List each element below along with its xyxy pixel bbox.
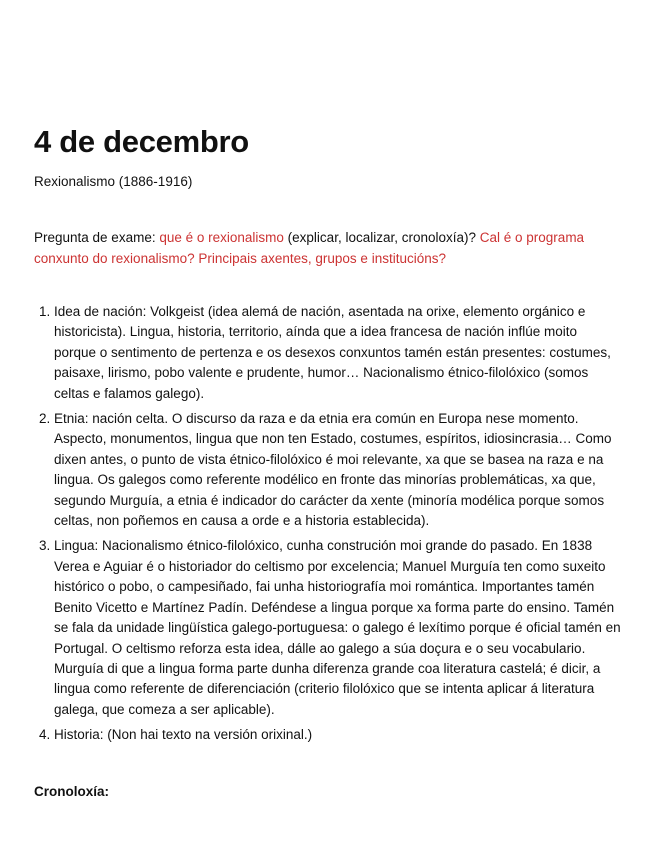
- question-link-rexionalismo[interactable]: que é o rexionalismo: [159, 230, 284, 245]
- page-title: 4 de decembro: [34, 124, 249, 159]
- question-prefix: Pregunta de exame:: [34, 230, 160, 245]
- list-item-etnia: 2. Etnia: nación celta. O discurso da raza e da etnia era común en Europa nese momento. Aspecto, monumentos, lingua que non ten Estado, costumes, espíritos, idiosincrasia… Como dixen antes, o punto de vista étnico-filolóxico é moi relevante, xa que se basea na raza e na lingua. Os galegos como referente modélico en fronte das minorías problemáticas, xa que, segundo Murguía, a etnia é indicador do carácter da xente (minoría modélica porque somos celtas, non poñemos en causa a orde e a historia establecida).: [54, 409, 622, 531]
- exam-question: [34, 228, 624, 269]
- list-item-historia: 4. Historia: (Non hai texto na versión orixinal.): [54, 725, 622, 745]
- list-item-lingua: 3. Lingua: Nacionalismo étnico-filolóxico, cunha construción moi grande do pasado. En 1838 Verea e Aguiar é o historiador do celtismo por excelencia; Manuel Murguía ten como suxeito histórico o pobo, o campesiñado, fai unha historiografía moi romántica. Importantes tamén Benito Vicetto e Martínez Padín. Deféndese a lingua porque xa forma parte do ensino. Tamén se fala da unidade lingüística galego-portuguesa: o galego é lexítimo porque é oficial tamén en Portugal. O celtismo reforza esta idea, dálle ao galego a súa doçura e o seu vocabulario. Murguía di que a lingua forma parte dunha diferenza grande coa literatura castelá; é dicir, a lingua como referente de diferenciación (criterio filolóxico que se intenta aplicar á literatura galega, que comeza a ser aplicable).: [54, 536, 622, 720]
- section-heading-cronoloxia: Cronoloxía:: [34, 784, 110, 799]
- question-link-programa[interactable]: Cal é o programa conxunto do rexionalismo? Principais axentes, grupos e institucións?: [34, 230, 585, 266]
- page-subtitle: Rexionalismo (1886-1916): [34, 174, 193, 189]
- notes-list: [34, 302, 622, 751]
- list-item-nacion: 1. Idea de nación: Volkgeist (idea alemá de nación, asentada na orixe, elemento orgánico e historicista). Lingua, historia, territorio, aínda que a idea francesa de nación inflúe moito porque o sentimento de pertenza e os desexos conxuntos tamén están presentes: costumes, paisaxe, lirismo, pobo valente e prudente, humor… Nacionalismo étnico-filolóxico (somos celtas e falamos galego).: [54, 302, 622, 404]
- question-middle: (explicar, localizar, cronoloxía)?: [283, 230, 480, 245]
